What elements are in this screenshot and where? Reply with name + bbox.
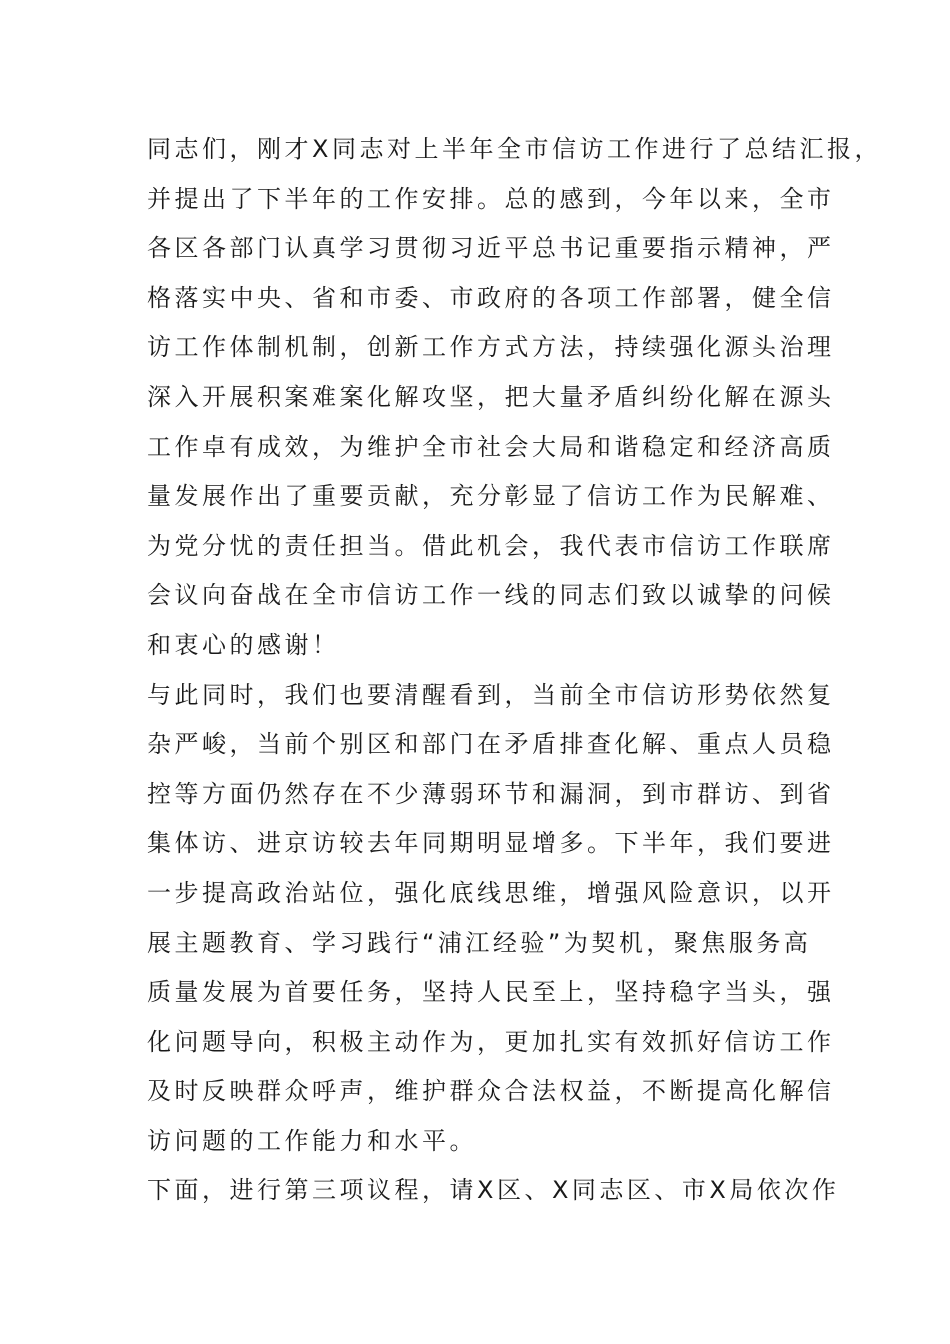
text-line: 各区各部门认真学习贯彻习近平总书记重要指示精神，严: [147, 234, 835, 263]
text-line: 控等方面仍然存在不少薄弱环节和漏洞，到市群访、到省: [147, 779, 835, 808]
text-line: 并提出了下半年的工作安排。总的感到，今年以来，全市: [147, 184, 835, 213]
text-line: 和衷心的感谢！: [147, 630, 340, 659]
document-body: [147, 125, 882, 1216]
text-line: 一步提高政治站位，强化底线思维，增强风险意识，以开: [147, 878, 835, 907]
text-line: 同志们，刚才X同志对上半年全市信访工作进行了总结汇报，: [147, 135, 882, 163]
text-line: 展主题教育、学习践行“浦江经验”为契机，聚焦服务高: [147, 928, 812, 957]
text-line: 工作卓有成效，为维护全市社会大局和谐稳定和经济高质: [147, 432, 835, 461]
text-line: 杂严峻，当前个别区和部门在矛盾排查化解、重点人员稳: [147, 730, 835, 759]
text-line: 与此同时，我们也要清醒看到，当前全市信访形势依然复: [147, 680, 835, 709]
text-line: 会议向奋战在全市信访工作一线的同志们致以诚挚的问候: [147, 581, 835, 610]
text-line: 质量发展为首要任务，坚持人民至上，坚持稳字当头，强: [147, 978, 835, 1007]
text-line: 量发展作出了重要贡献，充分彰显了信访工作为民解难、: [147, 482, 835, 511]
text-line: 为党分忧的责任担当。借此机会，我代表市信访工作联席: [147, 531, 835, 560]
text-line: 格落实中央、省和市委、市政府的各项工作部署，健全信: [147, 283, 835, 312]
paragraph-3: [147, 1166, 840, 1216]
text-line: 深入开展积案难案化解攻坚，把大量矛盾纠纷化解在源头: [147, 382, 835, 411]
paragraph-2: [147, 671, 837, 1167]
text-line: 化问题导向，积极主动作为，更加扎实有效抓好信访工作: [147, 1027, 835, 1056]
text-line: 访问题的工作能力和水平。: [147, 1126, 477, 1155]
paragraph-1: [147, 125, 882, 671]
text-line: 访工作体制机制，创新工作方式方法，持续强化源头治理: [147, 333, 835, 362]
text-line: 下面，进行第三项议程，请X区、X同志区、市X局依次作: [147, 1176, 840, 1205]
text-line: 及时反映群众呼声，维护群众合法权益，不断提高化解信: [147, 1077, 835, 1106]
text-line: 集体访、进京访较去年同期明显增多。下半年，我们要进: [147, 829, 835, 858]
